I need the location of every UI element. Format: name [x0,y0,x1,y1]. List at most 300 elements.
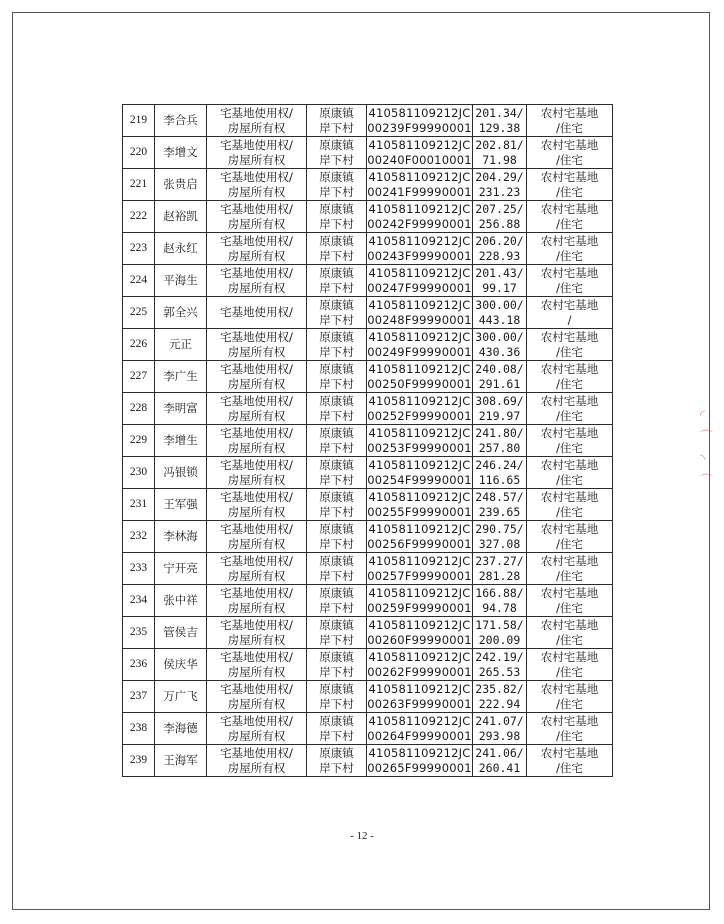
cell-unit-code-line: 00260F99990001 [367,632,472,647]
cell-usage-line: 农村宅基地 [540,553,599,568]
cell-right-type-line: 房屋所有权 [227,536,286,551]
cell-unit-code-line: 410581109212JC [368,201,471,216]
cell-location [307,425,367,457]
cell-right-type-line: 房屋所有权 [227,504,286,519]
cell-unit-code-line: 00240F00010001 [367,152,472,167]
cell-location-line: 原康镇 [319,617,354,632]
cell-usage [527,137,613,169]
cell-usage-line: /住宅 [556,728,583,743]
cell-location-line: 原康镇 [319,553,354,568]
cell-right-type [207,393,307,425]
cell-usage [527,681,613,713]
cell-area-line: 248.57/ [475,489,524,504]
cell-unit-code-line: 00249F99990001 [367,344,472,359]
cell-unit-code-line: 410581109212JC [368,585,471,600]
cell-usage-line: 农村宅基地 [540,681,599,696]
cell-location-line: 原康镇 [319,425,354,440]
cell-area [473,297,527,329]
cell-area-line: 200.09 [478,632,521,647]
cell-location [307,201,367,233]
cell-area-line: 235.82/ [475,681,524,696]
cell-location-line: 岸下村 [319,408,354,423]
cell-right-type [207,585,307,617]
cell-area-line: 308.69/ [475,393,524,408]
cell-unit-code-line: 00248F99990001 [367,312,472,327]
table-row [123,137,613,169]
cell-right-type [207,329,307,361]
cell-right-type [207,553,307,585]
cell-usage-line: / [567,312,572,327]
cell-unit-code-line: 00263F99990001 [367,696,472,711]
cell-usage-line: /住宅 [556,248,583,263]
cell-usage-line: /住宅 [556,344,583,359]
cell-location [307,137,367,169]
cell-number: 239 [123,745,155,777]
cell-right-type-line: 宅基地使用权/ [220,585,293,600]
cell-unit-code-line: 410581109212JC [368,713,471,728]
cell-right-type-line: 房屋所有权 [227,440,286,455]
cell-area [473,489,527,521]
cell-location-line: 岸下村 [319,120,354,135]
cell-number: 235 [123,617,155,649]
cell-area-line: 291.61 [478,376,521,391]
table-row [123,681,613,713]
cell-owner-name: 李林海 [155,521,207,553]
cell-unit-code [367,393,473,425]
cell-location-line: 原康镇 [319,457,354,472]
cell-area-line: 242.19/ [475,649,524,664]
table-row [123,649,613,681]
cell-usage-line: /住宅 [556,472,583,487]
cell-unit-code [367,713,473,745]
cell-number: 225 [123,297,155,329]
cell-right-type [207,105,307,137]
cell-right-type-line: 房屋所有权 [227,696,286,711]
cell-usage [527,489,613,521]
cell-area-line: 201.34/ [475,105,524,120]
cell-right-type-line: 房屋所有权 [227,280,286,295]
cell-owner-name: 李增生 [155,425,207,457]
cell-right-type-line: 宅基地使用权/ [220,329,293,344]
cell-right-type-line: 宅基地使用权/ [220,617,293,632]
cell-owner-name: 张贵启 [155,169,207,201]
cell-area [473,233,527,265]
cell-area-line: 219.97 [478,408,521,423]
cell-area-line: 290.75/ [475,521,524,536]
cell-area-line: 207.25/ [475,201,524,216]
cell-right-type [207,233,307,265]
cell-location-line: 原康镇 [319,585,354,600]
cell-right-type [207,745,307,777]
cell-unit-code [367,169,473,201]
cell-usage [527,649,613,681]
table-row [123,105,613,137]
cell-location-line: 岸下村 [319,568,354,583]
cell-area-line: 327.08 [478,536,521,551]
cell-usage-line: 农村宅基地 [540,457,599,472]
cell-unit-code-line: 00255F99990001 [367,504,472,519]
cell-area-line: 257.80 [478,440,521,455]
cell-right-type-line: 宅基地使用权/ [220,265,293,280]
cell-owner-name: 侯庆华 [155,649,207,681]
cell-area-line: 166.88/ [475,585,524,600]
cell-right-type-line: 房屋所有权 [227,664,286,679]
cell-right-type-line: 宅基地使用权/ [220,305,293,319]
cell-right-type-line: 宅基地使用权/ [220,425,293,440]
cell-usage-line: /住宅 [556,408,583,423]
cell-unit-code [367,329,473,361]
cell-location [307,617,367,649]
page-number: - 12 - [350,830,374,842]
cell-area [473,649,527,681]
cell-right-type-line: 宅基地使用权/ [220,457,293,472]
cell-usage [527,329,613,361]
cell-unit-code [367,233,473,265]
cell-right-type-line: 宅基地使用权/ [220,361,293,376]
cell-location-line: 岸下村 [319,376,354,391]
cell-owner-name: 李海德 [155,713,207,745]
cell-right-type-line: 宅基地使用权/ [220,233,293,248]
cell-unit-code [367,521,473,553]
cell-usage [527,265,613,297]
cell-location-line: 原康镇 [319,489,354,504]
cell-right-type-line: 房屋所有权 [227,632,286,647]
cell-location-line: 原康镇 [319,521,354,536]
cell-right-type-line: 宅基地使用权/ [220,553,293,568]
cell-unit-code [367,745,473,777]
cell-unit-code-line: 00253F99990001 [367,440,472,455]
cell-unit-code [367,361,473,393]
cell-usage-line: 农村宅基地 [540,297,599,312]
cell-location [307,745,367,777]
cell-location [307,681,367,713]
cell-location-line: 原康镇 [319,713,354,728]
cell-usage-line: 农村宅基地 [540,329,599,344]
cell-usage-line: /住宅 [556,664,583,679]
cell-location [307,585,367,617]
cell-right-type-line: 房屋所有权 [227,344,286,359]
cell-unit-code [367,649,473,681]
cell-area [473,265,527,297]
cell-usage [527,361,613,393]
cell-owner-name: 赵永红 [155,233,207,265]
cell-location [307,489,367,521]
cell-area-line: 300.00/ [475,329,524,344]
cell-usage-line: /住宅 [556,280,583,295]
cell-area-line: 237.27/ [475,553,524,568]
cell-unit-code-line: 410581109212JC [368,393,471,408]
cell-unit-code [367,265,473,297]
cell-right-type-line: 房屋所有权 [227,216,286,231]
cell-right-type-line: 宅基地使用权/ [220,681,293,696]
cell-unit-code [367,617,473,649]
cell-usage-line: 农村宅基地 [540,233,599,248]
cell-owner-name: 张中祥 [155,585,207,617]
cell-location [307,361,367,393]
cell-location-line: 岸下村 [319,728,354,743]
cell-location-line: 岸下村 [319,312,354,327]
cell-usage [527,745,613,777]
cell-usage-line: /住宅 [556,216,583,231]
cell-location-line: 原康镇 [319,169,354,184]
cell-location-line: 原康镇 [319,105,354,120]
cell-usage-line: 农村宅基地 [540,169,599,184]
cell-area-line: 201.43/ [475,265,524,280]
cell-usage-line: /住宅 [556,632,583,647]
cell-usage-line: 农村宅基地 [540,617,599,632]
cell-location-line: 岸下村 [319,504,354,519]
cell-right-type-line: 房屋所有权 [227,152,286,167]
cell-right-type-line: 房屋所有权 [227,760,286,775]
cell-number: 237 [123,681,155,713]
cell-usage-line: 农村宅基地 [540,745,599,760]
cell-right-type-line: 房屋所有权 [227,408,286,423]
cell-location [307,457,367,489]
cell-area-line: 260.41 [478,760,521,775]
cell-usage-line: /住宅 [556,152,583,167]
cell-location-line: 岸下村 [319,440,354,455]
cell-owner-name: 平海生 [155,265,207,297]
cell-area-line: 239.65 [478,504,521,519]
cell-location-line: 原康镇 [319,265,354,280]
cell-location [307,265,367,297]
cell-location-line: 岸下村 [319,280,354,295]
cell-unit-code-line: 410581109212JC [368,169,471,184]
cell-location [307,105,367,137]
cell-number: 238 [123,713,155,745]
cell-location [307,393,367,425]
cell-location-line: 岸下村 [319,184,354,199]
cell-area [473,553,527,585]
cell-number: 222 [123,201,155,233]
cell-unit-code-line: 00242F99990001 [367,216,472,231]
cell-usage [527,617,613,649]
cell-area-line: 256.88 [478,216,521,231]
cell-right-type [207,201,307,233]
cell-usage [527,297,613,329]
cell-number: 232 [123,521,155,553]
cell-number: 220 [123,137,155,169]
cell-area [473,681,527,713]
cell-owner-name: 管侯吉 [155,617,207,649]
cell-unit-code-line: 410581109212JC [368,617,471,632]
cell-unit-code [367,201,473,233]
cell-right-type [207,681,307,713]
cell-location-line: 原康镇 [319,329,354,344]
cell-unit-code-line: 410581109212JC [368,297,471,312]
cell-unit-code-line: 410581109212JC [368,361,471,376]
table-body [123,105,613,777]
cell-area [473,713,527,745]
cell-usage [527,105,613,137]
cell-owner-name: 李明富 [155,393,207,425]
cell-area [473,745,527,777]
cell-area [473,137,527,169]
cell-area-line: 171.58/ [475,617,524,632]
cell-location-line: 原康镇 [319,201,354,216]
cell-owner-name: 元正 [155,329,207,361]
cell-unit-code-line: 410581109212JC [368,457,471,472]
cell-unit-code [367,425,473,457]
cell-usage-line: 农村宅基地 [540,105,599,120]
cell-usage [527,553,613,585]
cell-usage-line: /住宅 [556,568,583,583]
cell-number: 224 [123,265,155,297]
cell-location-line: 原康镇 [319,137,354,152]
cell-location [307,649,367,681]
cell-unit-code-line: 00254F99990001 [367,472,472,487]
cell-owner-name: 王海军 [155,745,207,777]
cell-area [473,329,527,361]
cell-right-type-line: 房屋所有权 [227,376,286,391]
cell-area-line: 202.81/ [475,137,524,152]
cell-usage-line: /住宅 [556,504,583,519]
cell-unit-code-line: 00262F99990001 [367,664,472,679]
cell-right-type-line: 宅基地使用权/ [220,713,293,728]
table-row [123,713,613,745]
cell-area [473,393,527,425]
cell-area-line: 116.65 [478,472,521,487]
cell-unit-code-line: 410581109212JC [368,745,471,760]
cell-usage [527,585,613,617]
cell-usage [527,233,613,265]
table-row [123,617,613,649]
cell-number: 221 [123,169,155,201]
cell-location-line: 原康镇 [319,393,354,408]
cell-area [473,201,527,233]
cell-usage-line: 农村宅基地 [540,585,599,600]
cell-location-line: 原康镇 [319,361,354,376]
cell-area [473,169,527,201]
cell-location-line: 岸下村 [319,472,354,487]
cell-number: 234 [123,585,155,617]
cell-usage-line: /住宅 [556,600,583,615]
cell-usage [527,521,613,553]
cell-usage [527,201,613,233]
cell-owner-name: 郭全兴 [155,297,207,329]
cell-unit-code-line: 410581109212JC [368,425,471,440]
cell-area-line: 241.06/ [475,745,524,760]
cell-unit-code-line: 410581109212JC [368,137,471,152]
cell-area-line: 206.20/ [475,233,524,248]
cell-right-type-line: 宅基地使用权/ [220,105,293,120]
cell-unit-code [367,457,473,489]
cell-location-line: 原康镇 [319,233,354,248]
table-row [123,457,613,489]
cell-usage [527,713,613,745]
cell-usage-line: 农村宅基地 [540,425,599,440]
cell-right-type-line: 宅基地使用权/ [220,489,293,504]
cell-area [473,617,527,649]
cell-unit-code-line: 00259F99990001 [367,600,472,615]
cell-location [307,713,367,745]
cell-location-line: 岸下村 [319,536,354,551]
cell-usage-line: /住宅 [556,696,583,711]
cell-right-type-line: 宅基地使用权/ [220,137,293,152]
cell-right-type [207,137,307,169]
cell-owner-name: 赵裕凯 [155,201,207,233]
cell-unit-code-line: 410581109212JC [368,233,471,248]
cell-usage-line: /住宅 [556,120,583,135]
cell-unit-code-line: 410581109212JC [368,649,471,664]
red-stamp-fragment-icon: ◜ ⌒ ◝ ⌒ [700,408,714,489]
cell-owner-name: 万广飞 [155,681,207,713]
cell-right-type [207,649,307,681]
cell-location [307,521,367,553]
cell-area-line: 246.24/ [475,457,524,472]
cell-usage [527,457,613,489]
cell-usage [527,169,613,201]
cell-unit-code [367,489,473,521]
cell-number: 229 [123,425,155,457]
cell-number: 228 [123,393,155,425]
cell-area-line: 443.18 [478,312,521,327]
cell-owner-name: 宁开亮 [155,553,207,585]
cell-unit-code-line: 00241F99990001 [367,184,472,199]
table-row [123,489,613,521]
cell-right-type-line: 宅基地使用权/ [220,745,293,760]
table-row [123,393,613,425]
cell-owner-name: 王军强 [155,489,207,521]
cell-right-type-line: 宅基地使用权/ [220,521,293,536]
cell-usage-line: 农村宅基地 [540,137,599,152]
cell-location [307,169,367,201]
cell-usage [527,393,613,425]
cell-location-line: 岸下村 [319,344,354,359]
cell-area-line: 241.80/ [475,425,524,440]
cell-usage-line: /住宅 [556,376,583,391]
cell-usage-line: /住宅 [556,184,583,199]
cell-unit-code-line: 00257F99990001 [367,568,472,583]
cell-area-line: 228.93 [478,248,521,263]
cell-area [473,521,527,553]
cell-right-type-line: 宅基地使用权/ [220,649,293,664]
cell-area [473,585,527,617]
cell-usage-line: 农村宅基地 [540,201,599,216]
table-row [123,201,613,233]
cell-usage-line: 农村宅基地 [540,265,599,280]
cell-area [473,105,527,137]
cell-area-line: 231.23 [478,184,521,199]
cell-area [473,425,527,457]
cell-owner-name: 李增文 [155,137,207,169]
cell-area-line: 300.00/ [475,297,524,312]
cell-right-type [207,457,307,489]
table-row [123,297,613,329]
cell-unit-code-line: 410581109212JC [368,553,471,568]
cell-area-line: 71.98 [482,152,517,167]
table-row [123,745,613,777]
table-row [123,169,613,201]
table-row [123,521,613,553]
cell-number: 236 [123,649,155,681]
cell-right-type [207,713,307,745]
cell-right-type-line: 房屋所有权 [227,600,286,615]
cell-area-line: 222.94 [478,696,521,711]
cell-right-type-line: 房屋所有权 [227,248,286,263]
cell-location-line: 岸下村 [319,664,354,679]
cell-usage-line: 农村宅基地 [540,393,599,408]
cell-location-line: 岸下村 [319,696,354,711]
cell-area-line: 293.98 [478,728,521,743]
cell-location-line: 岸下村 [319,152,354,167]
cell-unit-code-line: 00256F99990001 [367,536,472,551]
cell-location-line: 岸下村 [319,216,354,231]
cell-usage-line: 农村宅基地 [540,489,599,504]
cell-unit-code-line: 00264F99990001 [367,728,472,743]
cell-area-line: 430.36 [478,344,521,359]
cell-right-type [207,297,307,329]
